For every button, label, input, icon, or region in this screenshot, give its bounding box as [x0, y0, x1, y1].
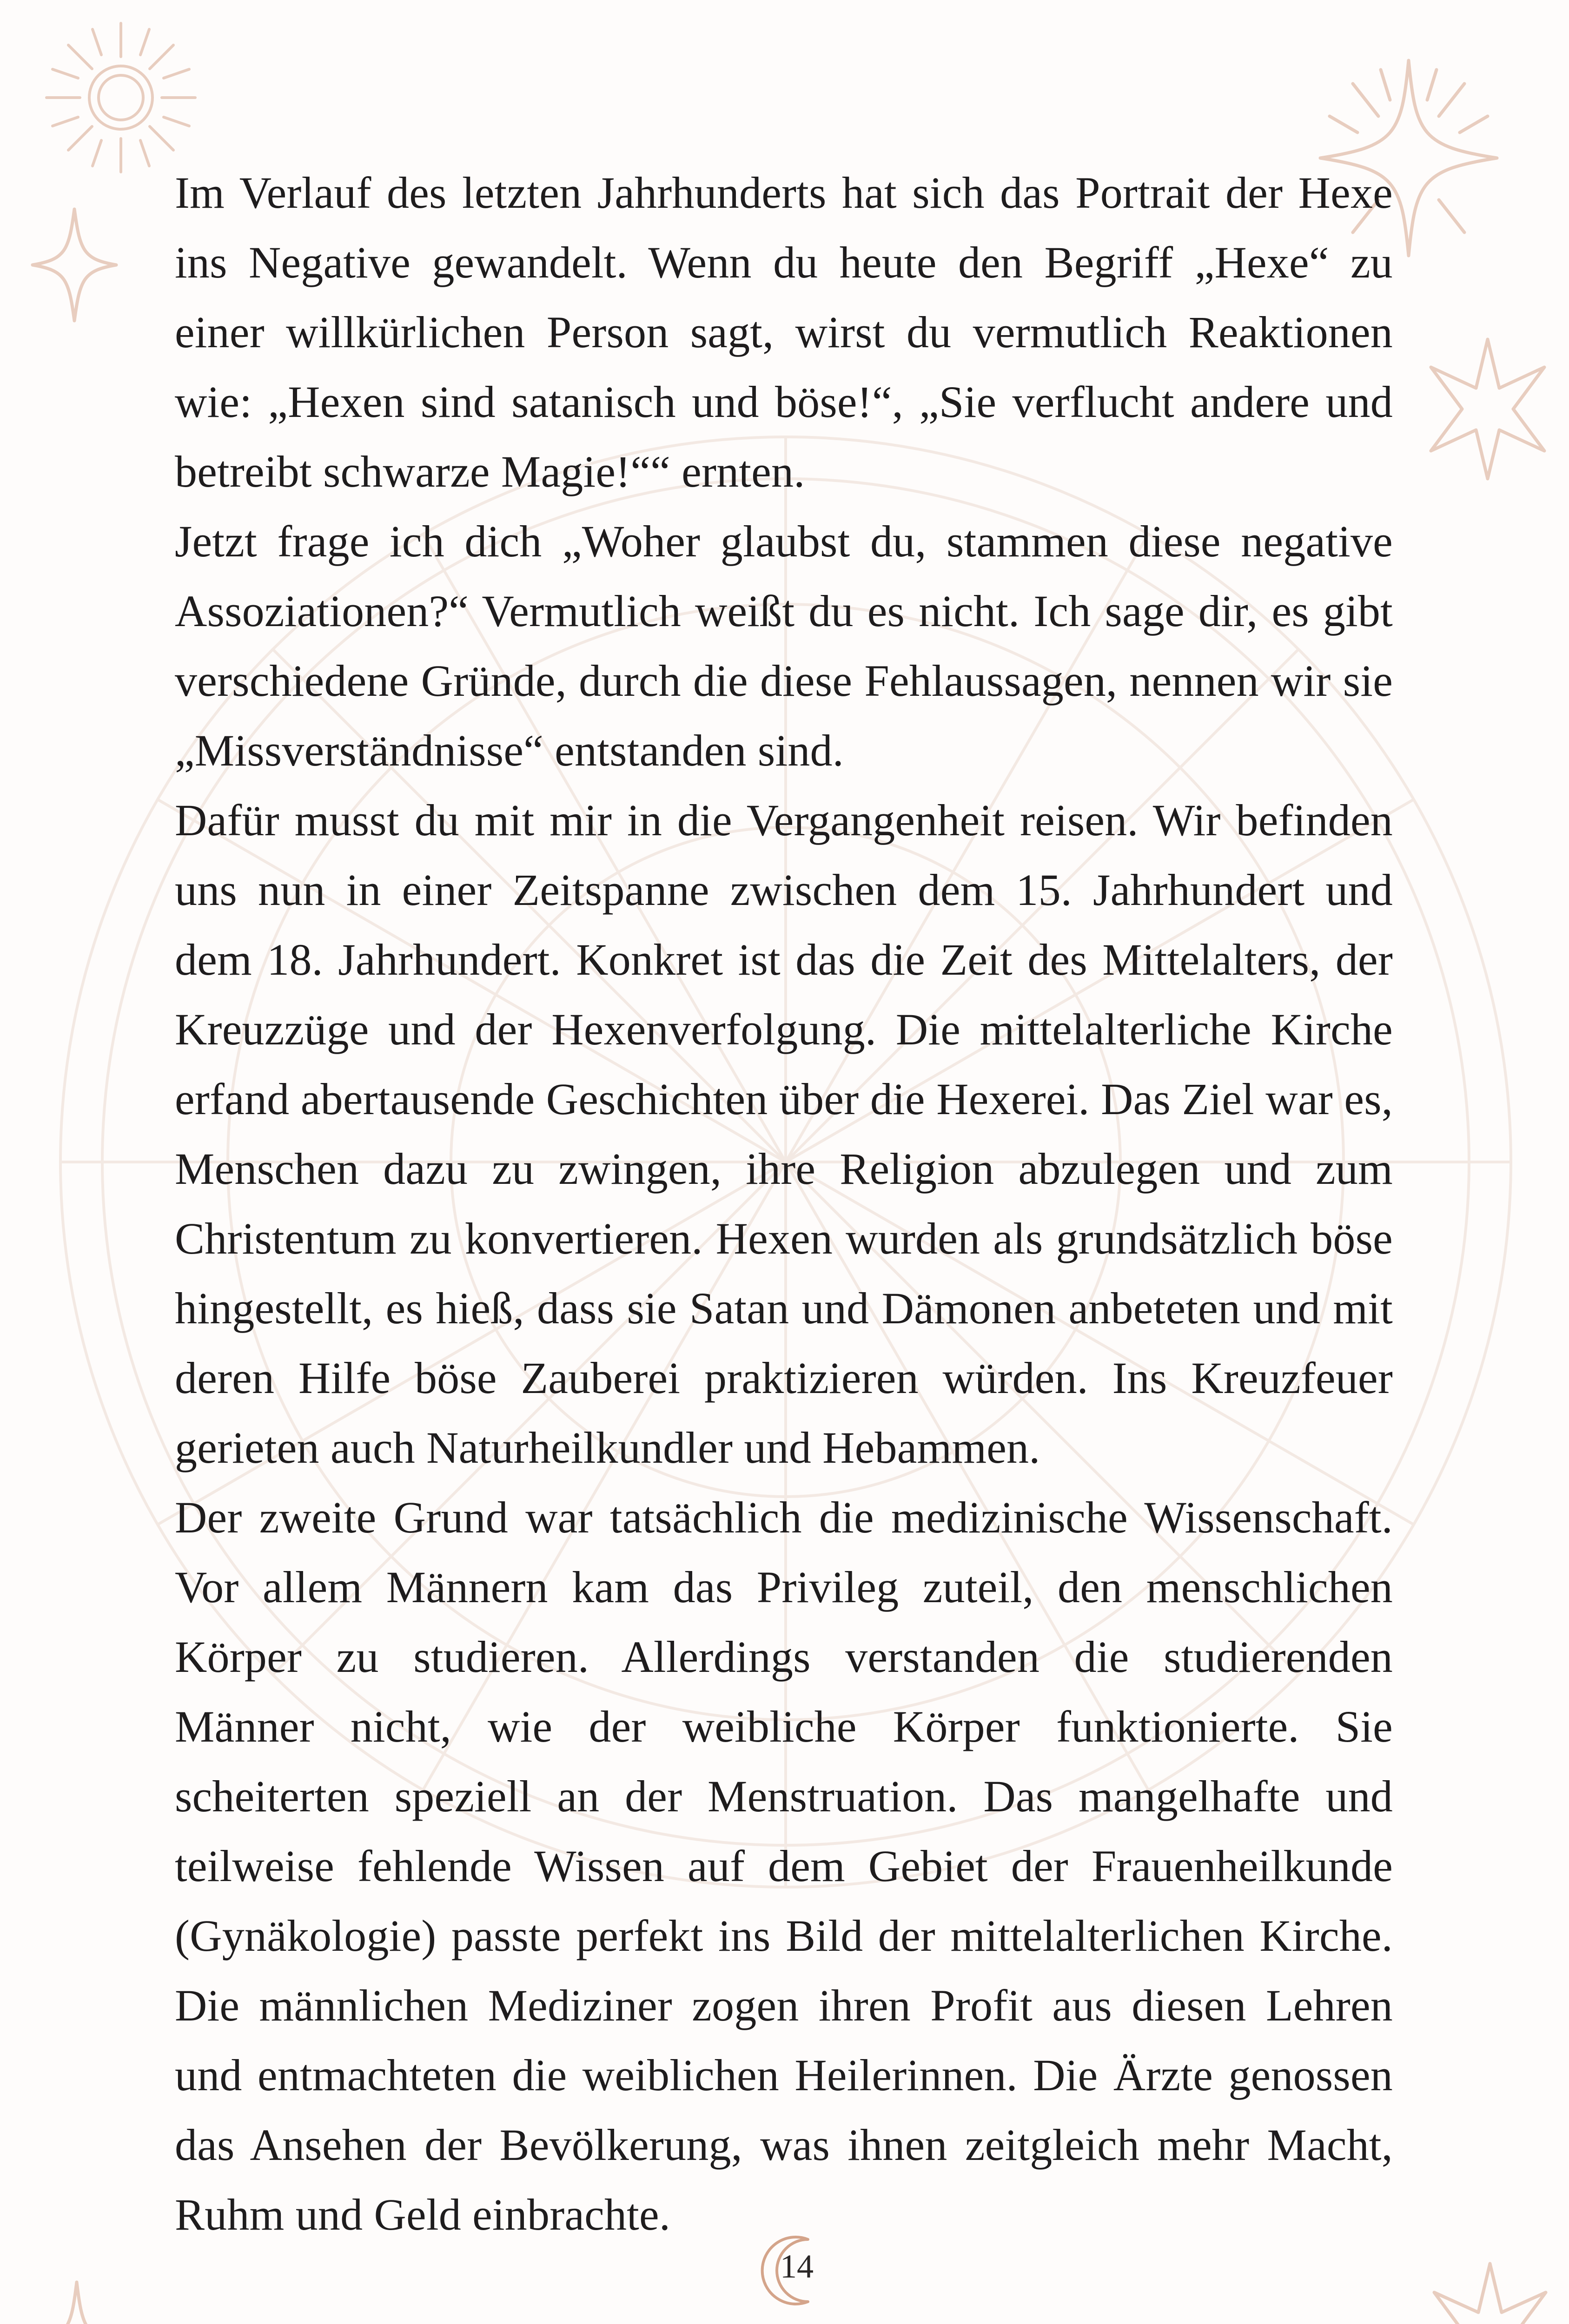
sparkle-star-icon: [28, 205, 121, 325]
eight-point-star-icon: [1427, 2259, 1553, 2324]
page-footer: [753, 2231, 828, 2310]
sun-icon: [37, 14, 205, 181]
paragraph: Im Verlauf des letzten Jahrhunderts hat sich das Portrait der Hexe ins Negative gewandelt. Wenn du heute den Begriff „Hexe“ zu einer willkürlichen Person sagt, wirst du vermutlich Reaktionen wie: „Hexen sind satanisch und böse!“, „Sie verflucht andere und betreibt schwarze Magie!““ ernten.: [175, 168, 1393, 496]
page-number: 14: [780, 2248, 814, 2285]
sparkle-star-icon: [28, 2278, 126, 2324]
body-text: [175, 158, 1393, 2250]
eight-point-star-icon: [1423, 335, 1553, 483]
paragraph: Der zweite Grund war tatsächlich die medizinische Wissenschaft. Vor allem Männern kam das Privileg zuteil, den menschlichen Körper zu studieren. Allerdings verstanden die studierenden Männer nicht, wie der weibliche Körper funktionierte. Sie scheiterten speziell an der Menstruation. Das mangelhafte und teilweise fehlende Wissen auf dem Gebiet der Frauenheilkunde (Gynäkologie) passte perfekt ins Bild der mittelalterlichen Kirche. Die männlichen Mediziner zogen ihren Profit aus diesen Lehren und entmachteten die weiblichen Heilerinnen. Die Ärzte genossen das Ansehen der Bevölkerung, was ihnen zeitgleich mehr Macht, Ruhm und Geld einbrachte.: [175, 1492, 1393, 2239]
paragraph: Dafür musst du mit mir in die Vergangenheit reisen. Wir befinden uns nun in einer Zeitspanne zwischen dem 15. Jahrhundert und dem 18. Jahrhundert. Konkret ist das die Zeit des Mittelalters, der Kreuzzüge und der Hexenverfolgung. Die mittelalterliche Kirche erfand abertausende Geschichten über die Hexerei. Das Ziel war es, Menschen dazu zu zwingen, ihre Religion abzulegen und zum Christentum zu konvertieren. Hexen wurden als grundsätzlich böse hingestellt, es hieß, dass sie Satan und Dämonen anbeteten und mit deren Hilfe böse Zauberei praktizieren würden. Ins Kreuzfeuer gerieten auch Naturheilkundler und Hebammen.: [175, 795, 1393, 1472]
paragraph: Jetzt frage ich dich „Woher glaubst du, stammen diese negative Assoziationen?“ Vermutlich weißt du es nicht. Ich sage dir, es gibt verschiedene Gründe, durch die diese Fehlaussagen, nennen wir sie „Missverständnisse“ entstanden sind.: [175, 516, 1393, 775]
